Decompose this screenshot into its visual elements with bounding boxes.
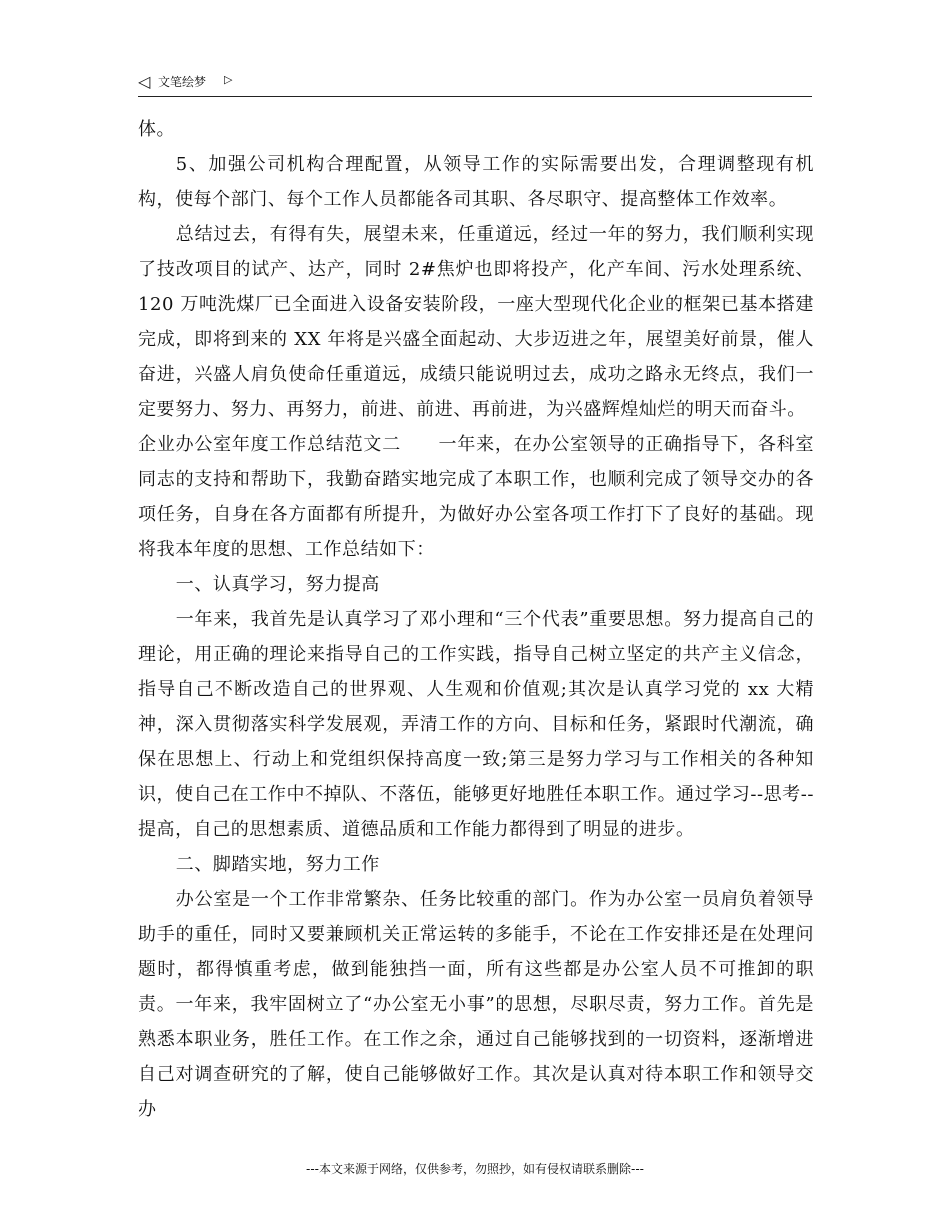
paragraph-continuation: 体。 bbox=[138, 119, 176, 140]
header-title: 文笔绘梦 bbox=[158, 75, 207, 89]
section-heading-study: 一、认真学习，努力提高 bbox=[175, 574, 380, 595]
page-header bbox=[138, 72, 812, 97]
paragraph-item-5: 5、加强公司机构合理配置，从领导工作的实际需要出发，合理调整现有机构，使每个部门、每个工作人员都能各司其职、各尽职守、提高整体工作效率。 bbox=[138, 154, 814, 210]
paragraph-work: 办公室是一个工作非常繁杂、任务比较重的部门。作为办公室一员肩负着领导助手的重任，同时又要兼顾机关正常运转的多能手，不论在工作安排还是在处理问题时，都得慎重考虑，做到能独挡一面，所有这些都是办公室人员不可推卸的职责。一年来，我牢固树立了“办公室无小事”的思想，尽职尽责，努力工作。首先是熟悉本职业务，胜任工作。在工作之余，通过自己能够找到的一切资料，逐渐增进自己对调查研究的了解，使自己能够做好工作。其次是认真对待本职工作和领导交办 bbox=[138, 889, 814, 1120]
left-triangle-icon: ◁ bbox=[138, 72, 151, 91]
section-heading-work: 二、脚踏实地，努力工作 bbox=[175, 854, 380, 875]
paragraph-study: 一年来，我首先是认真学习了邓小理和“三个代表”重要思想。努力提高自己的理论，用正确的理论来指导自己的工作实践，指导自己树立坚定的共产主义信念，指导自己不断改造自己的世界观、人生观和价值观;其次是认真学习党的 xx 大精神，深入贯彻落实科学发展观，弄清工作的方向、目标和任务，紧跟时代潮流，确保在思想上、行动上和党组织保持高度一致;第三是努力学习与工作相关的各种知识，使自己在工作中不掉队、不落伍，能够更好地胜任本职工作。通过学习--思考--提高，自己的思想素质、道德品质和工作能力都得到了明显的进步。 bbox=[138, 609, 814, 840]
footer-notice: ---本文来源于网络，仅供参考，勿照抄，如有侵权请联系删除--- bbox=[306, 1162, 644, 1176]
paragraph-summary: 总结过去，有得有失，展望未来，任重道远，经过一年的努力，我们顺利实现了技改项目的试产、达产，同时 2#焦炉也即将投产，化产车间、污水处理系统、120 万吨洗煤厂已全面进入设备安装阶段，一座大型现代化企业的框架已基本搭建完成，即将到来的 XX 年将是兴盛全面起动、大步迈进之年，展望美好前景，催人奋进，兴盛人肩负使命任重道远，成绩只能说明过去，成功之路永无终点，我们一定要努力、努力、再努力，前进、前进、再前进，为兴盛辉煌灿烂的明天而奋斗。 bbox=[138, 224, 814, 420]
document-body bbox=[138, 112, 814, 1127]
paragraph-article-two-intro: 企业办公室年度工作总结范文二 一年来，在办公室领导的正确指导下，各科室同志的支持和帮助下，我勤奋踏实地完成了本职工作，也顺利完成了领导交办的各项任务，自身在各方面都有所提升，为做好办公室各项工作打下了良好的基础。现将我本年度的思想、工作总结如下： bbox=[138, 434, 814, 560]
right-triangle-icon: ▷ bbox=[224, 73, 233, 86]
